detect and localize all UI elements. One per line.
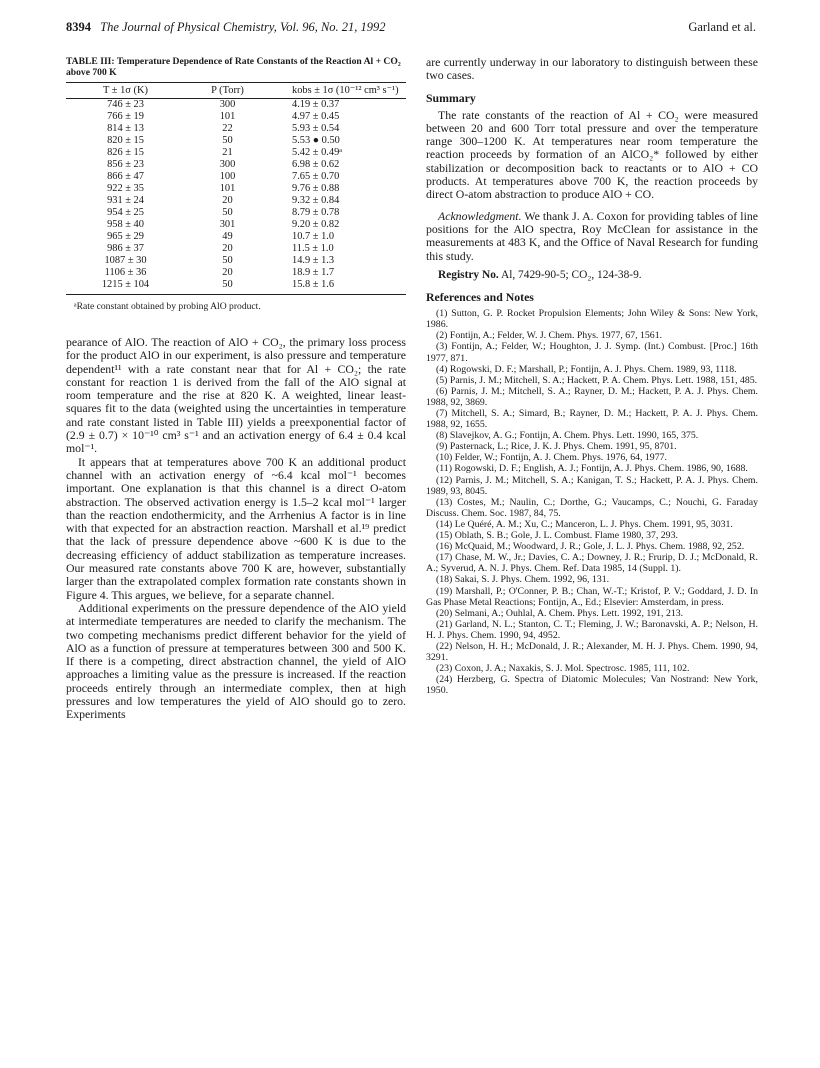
body-paragraph: Additional experiments on the pressure dependence of the AlO yield at intermediate temperatures are needed to clarify the mechanism. The two competing mechanisms predict different behavior for the yield of AlO as a function of pressure at temperatures between 300 and 500 K. If there is a competing, direct abstraction channel, the yield of AlO approaches a limiting value as the pressure is increased. If the reaction proceeds entirely through an intermediate complex, then at high pressures and low temperatures the yield of AlO should go to zero. Experiments [66,600,406,722]
page-header [66,20,756,36]
table-footnote: ᵃRate constant obtained by probing AlO product. [74,301,261,312]
table-cell: 931 ± 24 [107,195,144,206]
table-row [66,195,406,207]
table-row [66,279,406,295]
table-cell: 101 [219,111,236,122]
rate-constant-table [66,82,406,295]
acknowledgment-text: We thank J. A. Coxon for providing tables of line positions for the AlO spectra, Roy McClean for assistance in the measurements at 483 K, and the Office of Naval Research for funding this study. [426,208,758,263]
table-cell: 50 [222,279,233,290]
table-cell: 301 [219,219,236,230]
table-header-temperature: T ± 1σ (K) [66,83,185,99]
acknowledgment-label: Acknowledgment. [438,208,522,223]
section-heading-summary: Summary [426,90,476,105]
table-cell: 20 [222,195,233,206]
table-cell: 6.98 ± 0.62 [292,159,340,170]
table-cell: 986 ± 37 [107,243,144,254]
table-cell: 9.32 ± 0.84 [292,195,340,206]
table-header-row [66,83,406,99]
table-header-rate: kobs ± 1σ (10⁻¹² cm³ s⁻¹) [270,83,406,99]
table-cell: 1106 ± 36 [104,267,147,278]
table-cell: 766 ± 19 [107,111,144,122]
table-cell: 5.42 ± 0.49ᵃ [292,147,343,158]
table-row [66,183,406,195]
table-cell: 20 [222,267,233,278]
registry-paragraph [426,269,758,282]
reference-item: (23) Coxon, J. A.; Naxakis, S. J. Mol. Spectrosc. 1985, 111, 102. [436,663,690,675]
reference-item: (12) Parnis, J. M.; Mitchell, S. A.; Kanigan, T. S.; Hackett, P. A. J. Phys. Chem. 1989, 93, 8045. [426,474,758,497]
body-paragraph: are currently underway in our laboratory to distinguish between these two cases. [426,55,758,83]
table-row [66,135,406,147]
table-cell: 20 [222,243,233,254]
table-row [66,123,406,135]
journal-title: The Journal of Physical Chemistry, Vol. 96, No. 21, 1992 [100,20,386,34]
table-cell: 7.65 ± 0.70 [292,171,340,182]
reference-item: (1) Sutton, G. P. Rocket Propulsion Elements; John Wiley & Sons: New York, 1986. [426,308,758,331]
table-row [66,171,406,183]
table-cell: 18.9 ± 1.7 [292,267,335,278]
table-row [66,255,406,267]
reference-item: (20) Selmani, A.; Ouhlal, A. Chem. Phys. Lett. 1992, 191, 213. [436,607,684,619]
reference-item: (13) Costes, M.; Naulin, C.; Dorthe, G.; Vaucamps, C.; Nouchi, G. Faraday Discuss. Chem. Soc. 1987, 84, 75. [426,496,758,519]
table-row [66,99,406,112]
table-cell: 11.5 ± 1.0 [292,243,334,254]
table-cell: 10.7 ± 1.0 [292,231,335,242]
reference-item: (5) Parnis, J. M.; Mitchell, S. A.; Hackett, P. A. Chem. Phys. Lett. 1988, 151, 485. [436,374,758,386]
table-cell: 50 [222,255,233,266]
table-cell: 5.93 ± 0.54 [292,123,340,134]
page-number: 8394 [66,20,91,34]
reference-item: (3) Fontijn, A.; Felder, W.; Houghton, J. J. Symp. (Int.) Combust. [Proc.] 16th 1977, 871. [426,341,758,364]
reference-item: (6) Parnis, J. M.; Mitchell, S. A.; Rayner, D. M.; Hackett, P. A. J. Phys. Chem. 1988, 92, 3869. [426,385,758,408]
table-cell: 746 ± 23 [107,99,144,110]
left-column [66,56,406,722]
section-heading-references: References and Notes [426,290,534,305]
table-cell: 826 ± 15 [107,147,144,158]
table-cell: 49 [222,231,233,242]
reference-item: (4) Rogowski, D. F.; Marshall, P.; Fontijn, A. J. Phys. Chem. 1989, 93, 1118. [436,363,737,375]
table-cell: 922 ± 35 [107,183,144,194]
table-cell: 15.8 ± 1.6 [292,279,335,290]
table-cell: 1087 ± 30 [104,255,147,266]
table-cell: 8.79 ± 0.78 [292,207,340,218]
reference-item: (11) Rogowski, D. F.; English, A. J.; Fontijn, A. J. Phys. Chem. 1986, 90, 1688. [436,463,748,475]
table-cell: 14.9 ± 1.3 [292,255,335,266]
summary-paragraph: The rate constants of the reaction of Al + CO₂ were measured between 20 and 600 Torr total pressure and over the temperature range 300–1200 K. At temperatures near room temperature the reaction proceeds by formation of an AlCO₂* followed by either stabilization or decomposition back to reactants or to AlO + CO products. At temperatures above 700 K, the reaction proceeds by direct O-atom abstraction to produce AlO + CO. [426,107,758,202]
reference-item: (16) McQuaid, M.; Woodward, J. R.; Gole, J. L. J. Phys. Chem. 1988, 92, 252. [436,541,745,553]
table-row [66,231,406,243]
table-row [66,111,406,123]
reference-item: (7) Mitchell, S. A.; Simard, B.; Rayner, D. M.; Hackett, P. A. J. Phys. Chem. 1988, 92, 1655. [426,408,758,431]
running-authors: Garland et al. [688,20,756,34]
table-cell: 1215 ± 104 [101,279,150,290]
reference-item: (10) Felder, W.; Fontijn, A. J. Chem. Phys. 1976, 64, 1977. [436,452,667,464]
reference-item: (24) Herzberg, G. Spectra of Diatomic Molecules; Van Nostrand: New York, 1950. [426,674,758,697]
table-cell: 954 ± 25 [107,207,144,218]
reference-item: (9) Pasternack, L.; Rice, J. K. J. Phys. Chem. 1991, 95, 8701. [436,441,677,453]
body-paragraph: It appears that at temperatures above 700 K an additional product channel with an activation energy of ~6.4 kcal mol⁻¹ becomes important. One explanation is that this channel is a direct O-atom abstraction. The observed activation energy is 1.5–2 kcal mol⁻¹ larger than the reaction endothermicity, and the Arrhenius A factor is in line with that expected for an abstraction reaction. Marshall et al.¹⁹ predict that the lack of pressure dependence above ~600 K is due to the decreasing efficiency of adduct stabilization as temperature increases. Our measured rate constants above 700 K are, however, substantially larger than the extrapolated complex formation rate constants shown in Figure 4. This argues, we believe, for a separate channel. [66,454,406,602]
table-cell: 9.20 ± 0.82 [292,219,340,230]
reference-item: (8) Slavejkov, A. G.; Fontijn, A. Chem. Phys. Lett. 1990, 165, 375. [436,430,699,442]
reference-item: (17) Chase, M. W., Jr.; Davies, C. A.; Downey, J. R.; Frurip, D. J.; McDonald, R. A.; Syverud, A. N. J. Phys. Chem. Ref. Data 1985, 14 (Suppl. 1). [426,552,758,575]
table-header-pressure: P (Torr) [185,83,270,99]
table-row [66,243,406,255]
table-cell: 958 ± 40 [107,219,144,230]
table-row [66,267,406,279]
acknowledgment-paragraph [426,210,758,263]
table-row [66,147,406,159]
table-cell: 866 ± 47 [107,171,144,182]
table-cell: 814 ± 13 [107,123,144,134]
reference-item: (19) Marshall, P.; O'Conner, P. B.; Chan, W.-T.; Kristof, P. V.; Goddard, J. D. In Gas Phase Metal Reactions; Fontijn, A., Ed.; Elsevier: Amsterdam, in press. [426,585,758,608]
table-cell: 820 ± 15 [107,135,144,146]
table-cell: 856 ± 23 [107,159,144,170]
registry-label: Registry No. [438,268,499,281]
reference-item: (18) Sakai, S. J. Phys. Chem. 1992, 96, 131. [436,574,610,586]
table-cell: 4.97 ± 0.45 [292,111,340,122]
table-cell: 101 [219,183,236,194]
table-row [66,159,406,171]
table-cell: 5.53 ● 0.50 [292,135,340,146]
reference-item: (22) Nelson, H. H.; McDonald, J. R.; Alexander, M. H. J. Phys. Chem. 1990, 94, 3291. [426,640,758,664]
table-cell: 965 ± 29 [107,231,144,242]
reference-item: (15) Oblath, S. B.; Gole, J. L. Combust. Flame 1980, 37, 293. [436,530,678,542]
table-caption: TABLE III: Temperature Dependence of Rate Constants of the Reaction Al + CO₂ above 700 K [66,56,401,78]
table-cell: 21 [222,147,233,158]
table-cell: 9.76 ± 0.88 [292,183,340,194]
table-cell: 300 [219,99,236,110]
right-column [426,56,758,696]
table-cell: 50 [222,135,233,146]
reference-item: (14) Le Quéré, A. M.; Xu, C.; Manceron, L. J. Phys. Chem. 1991, 95, 3031. [436,518,733,530]
body-paragraph: pearance of AlO. The reaction of AlO + CO₂, the primary loss process for the product AlO in our experiment, is also pressure and temperature dependent¹¹ with a rate constant near that for Al + CO₂; the rate constant for reaction 1 is derived from the fall of the AlO signal at room temperature and the rise at 820 K. A weighted, linear least-squares fit to the data (weighted using the uncertainties in temperature and rate constant listed in Table III) yields a preexponential factor of (2.9 ± 0.7) × 10⁻¹⁰ cm³ s⁻¹ and an activation energy of 6.4 ± 0.4 kcal mol⁻¹. [66,335,406,456]
registry-text: Al, 7429-90-5; CO₂, 124-38-9. [500,268,642,281]
table-cell: 300 [219,159,236,170]
table-row [66,207,406,219]
table-cell: 50 [222,207,233,218]
reference-list [426,308,758,696]
reference-item: (2) Fontijn, A.; Felder, W. J. Chem. Phys. 1977, 67, 1561. [436,330,663,342]
table-cell: 100 [219,171,236,182]
table-cell: 4.19 ± 0.37 [292,99,340,110]
reference-item: (21) Garland, N. L.; Stanton, C. T.; Fleming, J. W.; Baronavski, A. P.; Nelson, H. H. J. Phys. Chem. 1990, 94, 4952. [426,618,758,641]
table-cell: 22 [222,123,233,134]
table-row [66,219,406,231]
